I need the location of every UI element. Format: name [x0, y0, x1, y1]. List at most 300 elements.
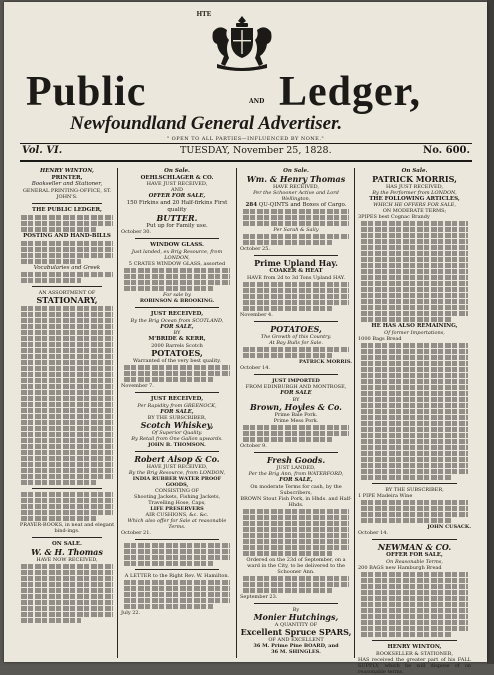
morris-bread: 1000 Bags Bread — [358, 336, 402, 343]
illegible-text-line — [361, 349, 468, 354]
illegible-text-line — [361, 626, 468, 631]
air-cushions: AIR CUSHIONS, &c. &c. — [145, 512, 209, 519]
illegible-text-line — [361, 233, 468, 238]
illegible-text-line — [361, 361, 468, 366]
dateline-bottom-rule — [20, 160, 472, 162]
robinson-brooking: ROBINSON & BROOKING. — [139, 297, 215, 304]
spruce-spars: Excellent Spruce SPARS, — [240, 626, 352, 637]
illegible-text-line — [21, 570, 113, 575]
illegible-text-line — [361, 305, 468, 310]
coaker-heat: COAKER & HEAT — [269, 268, 323, 275]
newman-bread: 200 BAGS new Hamburgh Bread — [358, 564, 442, 571]
illegible-text-line — [21, 215, 113, 220]
illegible-text-line — [243, 215, 349, 220]
illegible-text-line — [21, 221, 113, 226]
potatoes-by: BY — [173, 330, 181, 337]
wm-henry-thomas: Wm. & Henry Thomas — [246, 173, 346, 184]
fresh-note: Ordered on the 23d of September, on a ward in the City, to be delivered to the Schooner Ann. — [246, 556, 346, 575]
alsop-item-2: Travelling Hose, Caps, — [148, 500, 206, 507]
brown-item-1: Prime Bale Pork. — [274, 411, 318, 418]
monier-hutchings: Monier Hutchings, — [253, 611, 339, 622]
john-cusack: JOHN CUSACK. — [427, 524, 471, 531]
illegible-text-line — [21, 336, 113, 341]
illegible-text-line — [124, 543, 230, 548]
thomas-quantity: 284 — [245, 201, 258, 208]
advert-separator — [135, 238, 219, 239]
illegible-text-line — [361, 500, 468, 505]
illegible-text-line — [21, 408, 113, 413]
illegible-text-line — [361, 572, 468, 577]
illegible-text-line — [243, 521, 349, 526]
just-imported: JUST IMPORTED — [272, 378, 320, 385]
illegible-text-line — [124, 268, 230, 273]
column-divider — [117, 168, 118, 658]
scotch-whiskey: Scotch Whiskey, — [140, 420, 214, 431]
issue-number: No. 600. — [423, 145, 470, 156]
illegible-text-line — [243, 294, 349, 299]
illegible-text-line — [21, 450, 113, 455]
illegible-text-line — [124, 286, 213, 291]
illegible-text-line — [21, 498, 113, 503]
brown-hoyles: Brown, Hoyles & Co. — [250, 401, 342, 412]
illegible-text-line — [21, 259, 81, 264]
illegible-text-line — [243, 576, 349, 581]
illegible-text-line — [361, 590, 468, 595]
illegible-text-line — [243, 353, 332, 358]
india-rubber: INDIA RUBBER WATER PROOF GOODS, — [132, 476, 222, 489]
illegible-text-line — [361, 367, 468, 372]
advert-separator — [372, 483, 457, 484]
illegible-text-line — [124, 274, 230, 279]
advert-separator — [135, 569, 219, 570]
illegible-text-line — [21, 354, 113, 359]
whiskey-quality: Of Superior Quality. — [151, 430, 203, 437]
illegible-text-line — [243, 545, 349, 550]
window-crates: 5 CRATES WINDOW GLASS, assorted — [128, 260, 226, 267]
illegible-text-line — [21, 462, 113, 467]
morris-offers: WHICH HE OFFERS FOR SALE, — [373, 202, 456, 209]
masthead-title-ledger: Ledger, — [279, 69, 421, 115]
illegible-text-line — [21, 612, 113, 617]
illegible-text-line — [21, 402, 113, 407]
illegible-text-line — [21, 278, 81, 283]
advert-separator — [32, 488, 102, 489]
illegible-text-line — [361, 415, 468, 420]
advert-separator — [372, 640, 457, 641]
advert-separator — [254, 374, 338, 375]
illegible-text-line — [21, 564, 113, 569]
spars-by: By — [292, 606, 300, 613]
illegible-text-line — [361, 433, 468, 438]
illegible-text-line — [21, 330, 113, 335]
life-preservers: LIFE PRESERVERS — [150, 506, 204, 513]
illegible-text-line — [361, 317, 451, 322]
potatoes-growth: The Growth of this Country. — [260, 334, 332, 341]
fresh-just-landed: JUST LANDED, — [276, 464, 316, 471]
illegible-text-line — [21, 241, 113, 246]
illegible-text-line — [361, 293, 468, 298]
potatoes-for-sale: FOR SALE, — [160, 323, 194, 330]
illegible-text-line — [243, 431, 349, 436]
masthead-title-public: Public — [26, 69, 147, 115]
whiskey-subscriber: BY THE SUBSCRIBER, — [147, 415, 207, 422]
illegible-text-line — [243, 515, 349, 520]
fresh-terms: On moderate Terms for cash, by the Subscribers, — [250, 483, 342, 496]
oehlschlager-and: AND — [171, 187, 183, 194]
potatoes-patrick: PATRICK MORRIS. — [299, 359, 352, 366]
illegible-text-line — [361, 227, 468, 232]
illegible-text-line — [361, 439, 468, 444]
illegible-text-line — [361, 632, 451, 637]
illegible-text-line — [21, 576, 113, 581]
morris-item-first: 3PIPES best Cognac Brandy — [358, 214, 430, 221]
advert-separator — [135, 392, 219, 393]
fresh-goods: Fresh Goods. — [266, 454, 326, 465]
bookseller-title: Bookseller and Stationer, — [31, 181, 103, 188]
dateline-top-rule — [20, 143, 472, 144]
illegible-text-line — [243, 539, 349, 544]
oehlschlager-received: HAVE JUST RECEIVED, — [146, 181, 208, 188]
illegible-text-line — [21, 588, 113, 593]
window-glass-note: Just landed, ex Brig Resource, from LONDON, — [131, 248, 223, 261]
morris-received: HAS JUST RECEIVED, — [385, 183, 444, 190]
illegible-text-line — [21, 348, 113, 353]
pine-boards: 36 M. Prime Pine BOARD, and — [253, 642, 339, 649]
prime-upland-hay: Prime Upland Hay. — [254, 258, 338, 269]
illegible-text-line — [243, 437, 332, 442]
morris-articles: THE FOLLOWING ARTICLES, — [369, 195, 460, 202]
advert-separator — [32, 537, 102, 538]
advert-separator — [254, 603, 338, 604]
potatoes-warranted: Warranted of the very best quality. — [133, 358, 221, 365]
illegible-text-line — [361, 311, 468, 316]
alsop-from-london: By the Brig Resource, from LONDON, — [128, 470, 226, 477]
potatoes-just-received: JUST RECEIVED, — [150, 310, 204, 317]
hay-date: November 4. — [240, 312, 273, 319]
henry-winton: HENRY WINTON, — [387, 643, 442, 650]
illegible-text-line — [361, 409, 468, 414]
stationery-heading: STATIONARY, — [36, 295, 98, 306]
illegible-text-line — [243, 533, 349, 538]
wh-thomas-received: HAVE NOW RECEIVED, — [36, 556, 98, 563]
thomas-received: HAVE RECEIVED, — [272, 183, 320, 190]
alsop-terms: Which also offer for Sale at reasonable Terms. — [127, 518, 227, 531]
spars-of: OF AND EXCELLENT — [268, 636, 324, 643]
illegible-text-line — [361, 403, 468, 408]
potatoes-date: November 7. — [121, 383, 154, 390]
illegible-text-line — [21, 247, 113, 252]
advert-separator — [254, 452, 338, 453]
illegible-text-line — [21, 396, 113, 401]
illegible-text-line — [361, 512, 468, 517]
thomas-quintals — [240, 202, 352, 209]
printer-title: PRINTER, — [51, 174, 83, 181]
illegible-text-line — [21, 444, 113, 449]
cusack-item: 1 PIPE Madeira Wine — [358, 493, 413, 500]
illegible-text-line — [21, 342, 113, 347]
oehlschlager: OEHLSCHLAGER & CO. — [140, 174, 214, 181]
cusack-subscriber: BY THE SUBSCRIBER, — [385, 487, 444, 494]
advert-separator — [32, 203, 102, 204]
illegible-text-line — [124, 592, 230, 597]
masthead-motto: " OPEN TO ALL PARTIES—INFLUENCED BY NONE." — [166, 136, 325, 142]
illegible-text-line — [361, 257, 468, 262]
illegible-text-line — [124, 549, 230, 554]
letter-date: July 22. — [121, 610, 141, 617]
illegible-text-line — [21, 227, 96, 232]
fresh-date: September 23. — [240, 593, 278, 600]
winton-title: BOOKSELLER & STATIONER, — [375, 650, 454, 657]
illegible-text-line — [361, 287, 468, 292]
illegible-text-line — [361, 245, 468, 250]
edinburgh-montrose: FROM EDINBURGH AND MONTROSE, — [245, 384, 347, 391]
potatoes-heading: POTATOES, — [151, 348, 203, 359]
illegible-text-line — [21, 600, 113, 605]
illegible-text-line — [243, 300, 349, 305]
illegible-text-line — [21, 516, 96, 521]
assortment-label: AN ASSORTMENT OF — [38, 290, 96, 297]
column-3 — [240, 168, 352, 658]
illegible-text-line — [361, 373, 468, 378]
oehlschlager-offer: OFFER FOR SALE, — [148, 193, 206, 200]
illegible-text-line — [124, 280, 230, 285]
thomas-ships: Per the Schooner Active and Lord Wellington, — [253, 189, 339, 202]
butter-family: Put up for Family use. — [146, 222, 208, 229]
illegible-text-line — [243, 551, 332, 556]
col3-potatoes: POTATOES, — [270, 324, 322, 335]
illegible-text-line — [361, 263, 468, 268]
whiskey-ship: Per Rapidity from GREENOCK, — [137, 402, 217, 409]
illegible-text-line — [243, 234, 349, 239]
robert-alsop: Robert Alsop & Co. — [134, 454, 220, 465]
illegible-text-line — [21, 360, 113, 365]
illegible-text-line — [21, 272, 113, 277]
fresh-waterford: Per the Brig Ann, from WATERFORD, — [248, 470, 344, 477]
thomas-quint-text: QU-QINTS and Boxes of Cargo. — [258, 201, 347, 208]
illegible-text-line — [21, 253, 113, 258]
advert-separator — [372, 539, 457, 540]
illegible-text-line — [361, 451, 468, 456]
illegible-text-line — [21, 474, 113, 479]
dateline — [22, 145, 470, 159]
illegible-text-line — [124, 598, 230, 603]
illegible-text-line — [361, 397, 468, 402]
illegible-text-line — [21, 378, 113, 383]
butter-heading: BUTTER. — [156, 212, 198, 223]
illegible-text-line — [21, 582, 113, 587]
issue-date: TUESDAY, November 25, 1828. — [180, 145, 332, 156]
illegible-text-line — [361, 269, 468, 274]
column-1 — [18, 168, 116, 658]
column-divider — [236, 168, 237, 658]
illegible-text-line — [124, 365, 230, 370]
royal-coat-of-arms-icon — [207, 14, 277, 72]
advert-separator — [135, 307, 219, 308]
illegible-text-line — [243, 209, 349, 214]
whiskey-for-sale: FOR SALE, — [160, 408, 194, 415]
illegible-text-line — [361, 427, 468, 432]
illegible-text-line — [21, 504, 113, 509]
illegible-text-line — [21, 366, 113, 371]
illegible-text-line — [124, 555, 230, 560]
illegible-text-line — [21, 468, 113, 473]
illegible-text-line — [243, 306, 332, 311]
wh-thomas: W. & H. Thomas — [31, 546, 103, 557]
morris-former: Of former Importations, — [384, 330, 445, 337]
illegible-text-line — [361, 506, 468, 511]
vocabularies: Vocabularies and Greek — [33, 264, 101, 271]
fresh-items: BROWN Stout Fish Pork, in Hhds. and Half-Hhds. — [240, 495, 352, 508]
illegible-text-line — [21, 492, 113, 497]
binding-edge — [487, 0, 494, 664]
whiskey-just-received: JUST RECEIVED, — [150, 396, 204, 403]
alsop-item-1: Shooting Jackets, Fishing Jackets, — [133, 494, 221, 501]
printing-office: GENERAL PRINTING-OFFICE, ST. JOHN'S. — [22, 188, 112, 201]
masthead — [4, 2, 487, 142]
posting-handbills: POSTING AND HAND-BILLS — [23, 232, 111, 239]
illegible-text-line — [124, 580, 230, 585]
illegible-text-line — [361, 445, 468, 450]
alsop-received: HAVE JUST RECEIVED, — [146, 464, 208, 471]
illegible-text-line — [361, 251, 468, 256]
illegible-text-line — [361, 602, 468, 607]
patrick-morris: PATRICK MORRIS, — [372, 173, 457, 184]
potatoes-bay-bulls: At Bay Bulls for Sale. — [269, 340, 323, 347]
illegible-text-line — [21, 390, 113, 395]
illegible-text-line — [21, 510, 113, 515]
column-divider — [354, 168, 355, 658]
spars-quantity: A QUANTITY OF — [274, 621, 318, 628]
illegible-text-line — [361, 421, 468, 426]
butter-quantity: 150 Firkins and 20 Half-firkins First quality — [126, 200, 228, 213]
brown-for-sale: FOR SALE — [280, 390, 312, 397]
newman-co: NEWMAN & CO. — [377, 542, 452, 553]
illegible-text-line — [361, 275, 468, 280]
butter-date: October 30. — [121, 229, 152, 236]
illegible-text-line — [361, 518, 451, 523]
morris-remaining: HE HAS ALSO REMAINING, — [371, 323, 458, 330]
public-ledger-notice: THE PUBLIC LEDGER, — [32, 207, 102, 214]
mbride-kerr: M'BRIDE & KERR, — [148, 336, 206, 343]
illegible-text-line — [21, 324, 113, 329]
morris-performer: By the Performer from LONDON, — [372, 189, 457, 196]
advert-separator — [135, 539, 219, 540]
col3-on-sale: On Sale. — [283, 168, 309, 174]
brown-date: October 9. — [240, 442, 267, 449]
letter-notice: A LETTER to the Right Rev. W. Hamilton. — [124, 573, 230, 580]
shingles: 36 M. SHINGLES. — [271, 648, 321, 655]
illegible-text-line — [243, 282, 349, 287]
illegible-text-line — [21, 606, 113, 611]
potatoes-brig: By the Brig Ocean from SCOTLAND, — [130, 317, 224, 324]
printer-name: HENRY WINTON, — [40, 168, 94, 174]
illegible-text-line — [21, 414, 113, 419]
illegible-text-line — [21, 420, 113, 425]
illegible-text-line — [243, 425, 349, 430]
newspaper-page — [4, 2, 487, 675]
illegible-text-line — [21, 456, 113, 461]
advert-separator — [254, 321, 338, 322]
illegible-text-line — [21, 594, 113, 599]
illegible-text-line — [243, 527, 349, 532]
illegible-text-line — [361, 584, 468, 589]
illegible-text-line — [21, 306, 113, 311]
illegible-text-line — [361, 463, 468, 468]
volume-number: Vol. VI. — [22, 145, 63, 156]
alsop-date: October 21. — [121, 530, 152, 537]
illegible-text-line — [124, 604, 213, 609]
masthead-subtitle: Newfoundland General Advertiser. — [70, 113, 343, 134]
illegible-text-line — [361, 299, 468, 304]
illegible-text-line — [243, 588, 332, 593]
illegible-text-line — [361, 343, 468, 348]
illegible-text-line — [361, 608, 468, 613]
prayer-books: PRAYER-BOOKS, in neat and elegant bind-ings. — [19, 522, 115, 535]
advert-separator — [32, 286, 102, 287]
col1-on-sale: ON SALE. — [52, 541, 82, 548]
newman-terms: On Reasonable Terms, — [386, 558, 443, 565]
alsop-consisting: CONSISTING OF — [155, 488, 199, 495]
hay-quantity: HAVE from 2d to 3d Tons Upland HAY. — [246, 275, 346, 282]
illegible-text-line — [21, 318, 113, 323]
illegible-text-line — [124, 371, 230, 376]
illegible-text-line — [243, 240, 332, 245]
illegible-text-line — [361, 457, 468, 462]
illegible-text-line — [243, 509, 349, 514]
illegible-text-line — [21, 438, 113, 443]
winton-supply: HAS received the greater part of his FALL SUPPLY, which he will dispose of on reasonable terms. — [358, 656, 471, 675]
morris-terms: ON MODERATE TERMS; — [382, 208, 447, 215]
illegible-text-line — [124, 586, 230, 591]
illegible-text-line — [361, 281, 468, 286]
potatoes-barrels: 2000 Barrels Scotch — [151, 343, 203, 350]
illegible-text-line — [243, 288, 349, 293]
thomas-date: October 25. — [240, 246, 271, 253]
illegible-text-line — [361, 596, 468, 601]
illegible-text-line — [21, 312, 113, 317]
cusack-date: October 14. — [358, 530, 389, 537]
illegible-text-line — [124, 561, 213, 566]
advert-separator — [254, 255, 338, 256]
potatoes-date: October 14. — [240, 365, 271, 372]
illegible-text-line — [361, 221, 468, 226]
illegible-text-line — [21, 480, 96, 485]
masthead-the: HTE — [196, 10, 212, 18]
newman-offer: OFFER FOR SALE, — [386, 552, 443, 559]
brown-by: BY — [292, 396, 300, 403]
illegible-text-line — [361, 385, 468, 390]
illegible-text-line — [361, 355, 468, 360]
window-glass-heading: WINDOW GLASS. — [150, 242, 204, 249]
illegible-text-line — [21, 384, 113, 389]
brown-item-2: Prime Mess Pork. — [273, 417, 319, 424]
john-thomson: JOHN B. THOMSON. — [148, 442, 206, 449]
advert-separator — [135, 451, 219, 452]
illegible-text-line — [21, 432, 113, 437]
illegible-text-line — [361, 578, 468, 583]
illegible-text-line — [21, 372, 113, 377]
whiskey-retail: By Retail from One Gallon upwards. — [131, 436, 223, 443]
illegible-text-line — [361, 391, 468, 396]
illegible-text-line — [21, 618, 81, 623]
illegible-text-line — [243, 221, 349, 226]
column-4 — [358, 168, 471, 675]
illegible-text-line — [361, 475, 451, 480]
col4-on-sale: On Sale. — [401, 168, 428, 174]
illegible-text-line — [361, 239, 468, 244]
illegible-text-line — [361, 620, 468, 625]
illegible-text-line — [124, 377, 213, 382]
